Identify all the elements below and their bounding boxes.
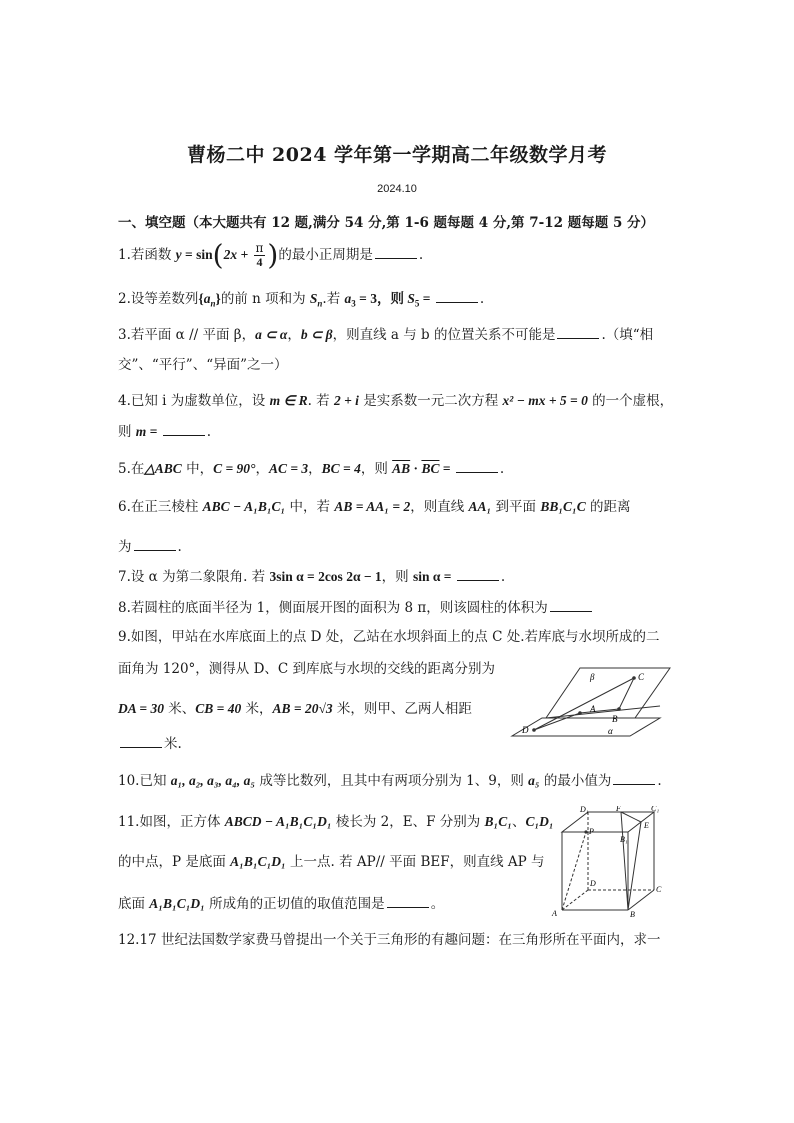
answer-blank[interactable]: [456, 458, 498, 473]
question-10: 10.已知 a₁, a₂, a₃, a₄, a₅ 成等比数列，且其中有两项分别为 1、9，则 a₅ 的最小值为 .: [118, 770, 662, 791]
label-d1: D₁: [580, 806, 589, 814]
question-6-line-1: 6.在正三棱柱 ABC − A₁B₁C₁ 中，若 AB = AA₁ = 2，则直线 AA₁ 到平面 BB₁C₁C 的距离: [118, 499, 631, 515]
question-3-line-1: 3.若平面 α // 平面 β，a ⊂ α，b ⊂ β，则直线 a 与 b 的位置关系不可能是 .（填“相: [118, 324, 653, 345]
question-4-line-2: 则 m = .: [118, 421, 211, 442]
question-3-line-2: 交”、“平行”、“异面”之一）: [118, 357, 288, 373]
label-f: F: [616, 806, 621, 813]
question-7: 7.设 α 为第二象限角. 若 3sin α = 2cos 2α − 1，则 sin α = .: [118, 566, 505, 587]
answer-blank[interactable]: [375, 244, 417, 259]
question-11-line-3: 底面 A₁B₁C₁D₁ 所成角的正切值的取值范围是 。: [118, 893, 444, 914]
question-8: 8.若圆柱的底面半径为 1，侧面展开图的面积为 8 π，则该圆柱的体积为: [118, 597, 594, 618]
label-d: D: [522, 725, 529, 735]
label-p: P: [589, 827, 594, 836]
answer-blank[interactable]: [436, 288, 478, 303]
question-12: 12.17 世纪法国数学家费马曾提出一个关于三角形的有趣问题：在三角形所在平面内，求一: [118, 932, 661, 948]
figure-cube: [548, 806, 664, 918]
answer-blank[interactable]: [550, 597, 592, 612]
answer-blank[interactable]: [557, 324, 599, 339]
fraction: $\frac{\pi}{4}$: [255, 241, 264, 269]
label-a: A: [552, 909, 557, 918]
label-b: B: [612, 714, 618, 724]
label-e: E: [644, 821, 649, 830]
question-9-line-4: 米.: [118, 733, 182, 754]
question-11-line-2: 的中点，P 是底面 A₁B₁C₁D₁ 上一点. 若 AP// 平面 BEF，则直线 AP 与: [118, 854, 545, 870]
question-9-line-2: 面角为 120°，测得从 D、C 到库底与水坝的交线的距离分别为: [118, 661, 496, 677]
label-c: C: [656, 885, 662, 894]
answer-blank[interactable]: [163, 421, 205, 436]
question-9-line-1: 9.如图，甲站在水库底面上的点 D 处，乙站在水坝斜面上的点 C 处.若库底与水坝所成的二: [118, 629, 660, 645]
question-6-line-2: 为 .: [118, 536, 182, 557]
answer-blank[interactable]: [457, 566, 499, 581]
question-1: 1.若函数 y = sin(2x + $\frac{\pi}{4}$ )的最小正周期是 .: [118, 238, 424, 272]
section-heading: 一、填空题（本大题共有 12 题,满分 54 分,第 1-6 题每题 4 分,第 7-12 题每题 5 分）: [118, 215, 655, 231]
intersection-line: [546, 706, 660, 718]
label-beta: β: [590, 672, 595, 682]
label-d: D: [590, 879, 596, 888]
question-5: 5.在△ABC 中，C = 90°，AC = 3，BC = 4，则 $\overline{AB} \cdot \overline{BC}$ = .: [118, 458, 504, 479]
question-2: 2.设等差数列$\{a_n\}$的前 n 项和为 $S_n$.若 $a_3 = 3$，则 $S_5$ = .: [118, 288, 484, 314]
answer-blank[interactable]: [387, 893, 429, 908]
label-a: A: [590, 704, 596, 714]
segment-dc: [534, 678, 634, 730]
label-b: B: [630, 910, 635, 918]
answer-blank[interactable]: [613, 770, 655, 785]
label-c1: C₁: [651, 806, 660, 813]
question-9-line-3: DA = 30 米、CB = 40 米，AB = 20√3 米，则甲、乙两人相距: [118, 701, 472, 717]
answer-blank[interactable]: [120, 733, 162, 748]
exam-date: 2024.10: [377, 183, 417, 195]
page-title: 曹杨二中 2024 学年第一学期高二年级数学月考: [186, 144, 608, 166]
question-11-line-1: 11.如图，正方体 ABCD − A₁B₁C₁D₁ 棱长为 2，E、F 分别为 B₁C₁、C₁D₁: [118, 814, 554, 830]
figure-dam-dihedral: [510, 660, 680, 740]
question-4-line-1: 4.已知 i 为虚数单位，设 m ∈ R. 若 2 + i 是实系数一元二次方程 x² − mx + 5 = 0 的一个虚根，: [118, 393, 674, 409]
answer-blank[interactable]: [134, 536, 176, 551]
label-alpha: α: [608, 726, 613, 736]
label-b1: B₁: [620, 835, 628, 844]
label-c: C: [638, 672, 645, 682]
plane-alpha: [512, 718, 660, 736]
